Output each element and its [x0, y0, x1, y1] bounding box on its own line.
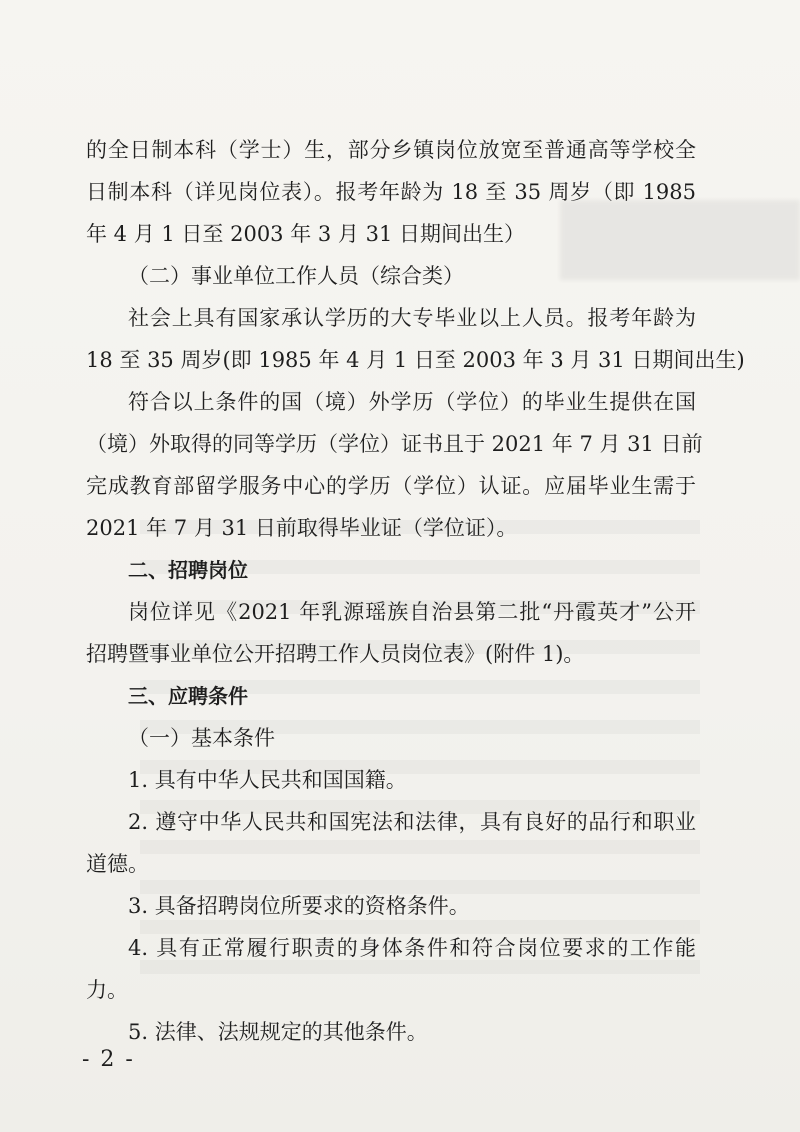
- list-item: 4. 具有正常履行职责的身体条件和符合岗位要求的工作能: [128, 936, 696, 960]
- section-heading: 二、招聘岗位: [128, 558, 248, 582]
- paragraph-line: 18 至 35 周岁(即 1985 年 4 月 1 日至 2003 年 3 月 31 日期间出生): [86, 348, 745, 372]
- list-item-continuation: 力。: [86, 978, 128, 1002]
- paragraph-line: 完成教育部留学服务中心的学历（学位）认证。应届毕业生需于: [86, 474, 696, 498]
- list-item: 2. 遵守中华人民共和国宪法和法律，具有良好的品行和职业: [128, 810, 696, 834]
- page-number: - 2 -: [82, 1047, 135, 1072]
- paragraph-line: 岗位详见《2021 年乳源瑶族自治县第二批“丹霞英才”公开: [128, 600, 696, 624]
- list-item: 3. 具备招聘岗位所要求的资格条件。: [128, 894, 470, 918]
- list-item-continuation: 道德。: [86, 852, 149, 876]
- paragraph-line: （境）外取得的同等学历（学位）证书且于 2021 年 7 月 31 日前: [86, 432, 703, 456]
- list-item: 5. 法律、法规规定的其他条件。: [128, 1020, 428, 1044]
- paragraph-line: 的全日制本科（学士）生，部分乡镇岗位放宽至普通高等学校全: [86, 138, 696, 162]
- section-heading: 三、应聘条件: [128, 684, 248, 708]
- subsection-heading: （一）基本条件: [128, 726, 275, 750]
- paragraph-line: 招聘暨事业单位公开招聘工作人员岗位表》(附件 1)。: [86, 642, 585, 666]
- paragraph-line: 符合以上条件的国（境）外学历（学位）的毕业生提供在国: [128, 390, 696, 414]
- paragraph-line: 日制本科（详见岗位表）。报考年龄为 18 至 35 周岁（即 1985: [86, 180, 696, 204]
- subsection-heading: （二）事业单位工作人员（综合类）: [128, 264, 464, 288]
- show-through-shadow: [560, 200, 800, 280]
- paragraph-line: 年 4 月 1 日至 2003 年 3 月 31 日期间出生）: [86, 222, 525, 246]
- paragraph-line: 社会上具有国家承认学历的大专毕业以上人员。报考年龄为: [128, 306, 696, 330]
- list-item: 1. 具有中华人民共和国国籍。: [128, 768, 407, 792]
- paragraph-line: 2021 年 7 月 31 日前取得毕业证（学位证）。: [86, 516, 518, 540]
